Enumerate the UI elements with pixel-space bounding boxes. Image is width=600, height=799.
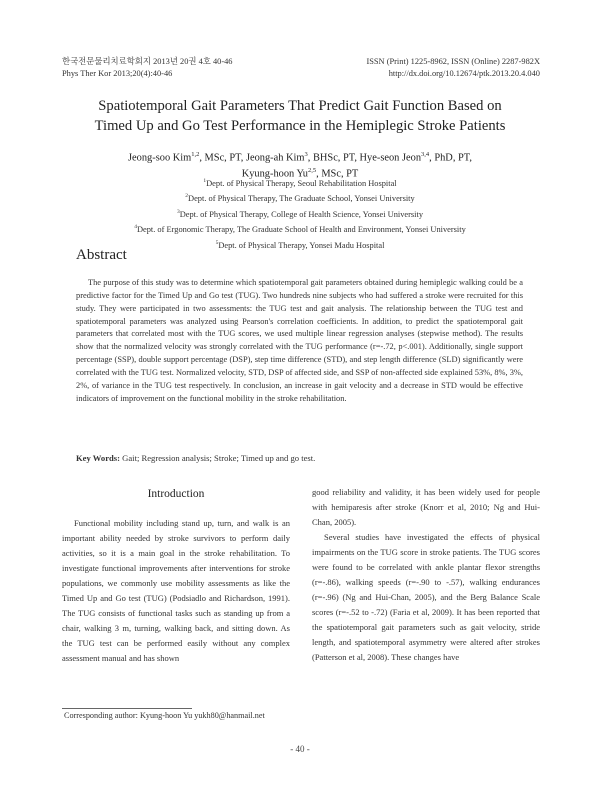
affiliation-sup: 3 — [176, 208, 180, 215]
affiliation-item — [40, 206, 560, 221]
abstract-heading: Abstract — [76, 247, 127, 263]
author-affil-sup: 3 — [304, 151, 308, 158]
author-line-1 — [50, 148, 550, 164]
introduction-heading: Introduction — [147, 488, 205, 500]
page-number: - 40 - — [290, 744, 310, 754]
author-degree: , BHSc, PT, — [307, 152, 360, 164]
author-name: Hye-seon Jeon — [359, 152, 422, 164]
doi-link[interactable]: http://dx.doi.org/10.12674/ptk.2013.20.4.040 — [388, 69, 540, 78]
body-column-right — [312, 485, 540, 665]
body-column-left — [62, 516, 290, 666]
keywords — [76, 452, 523, 464]
issn-line: ISSN (Print) 1225-8962, ISSN (Online) 2287-982X — [366, 57, 540, 66]
corresponding-author-footnote: Corresponding author: Kyung-hoon Yu yukh80@hanmail.net — [64, 711, 265, 720]
footnote-rule — [62, 708, 192, 709]
intro-paragraph-2: Several studies have investigated the effects of physical impairments on the TUG score in stroke patients. The TUG scores were found to be correlated with ankle plantar flexor strengths (r=-.86), walking speeds (r=-.90 to -.57), walking endurances (r=-.96) (Ng and Hui-Chan, 2005), and the Berg Balance Scale scores (r=-.52 to -.72) (Faria et al, 2009). It has been reported that the spatiotemporal gait parameters such as gait velocity, stride length, and spatiotemporal asymmetry were altered after strokes (Patterson et al, 2008). These changes have — [312, 532, 540, 662]
author-affil-sup: 3,4 — [421, 151, 430, 158]
affiliation-list — [40, 175, 560, 252]
affiliation-text: Dept. of Physical Therapy, Yonsei Madu Hospital — [218, 240, 385, 250]
author-affil-sup: 2,5 — [308, 167, 317, 175]
keywords-label: Key Words: — [76, 453, 121, 463]
author-degree: , PhD, PT, — [429, 152, 472, 164]
title-line-1: Spatiotemporal Gait Parameters That Predict Gait Function Based on — [98, 98, 502, 114]
author-name: Kyung-hoon Yu — [241, 168, 308, 180]
affiliation-item — [40, 175, 560, 190]
intro-paragraph-1: Functional mobility including stand up, turn, and walk is an important ability needed by stroke survivors to perform daily activities, so it is a main goal in the stroke rehabilitation. To investigate functional improvements after interventions for stroke populations, we commonly use mobility assessments as like the Timed Up and Go test (TUG) (Podsiadlo and Richardson, 1991). The TUG consists of functional tasks such as standing up from a chair, walking 3 m, turning, walking back, and sitting down. As the TUG test can be performed easily without any complex assessment manual and has shown — [62, 518, 290, 663]
author-degree: , MSc, PT, — [199, 152, 246, 164]
author-degree: , MSc, PT — [316, 168, 359, 180]
affiliation-text: Dept. of Physical Therapy, Seoul Rehabilitation Hospital — [206, 178, 397, 188]
abstract-text: The purpose of this study was to determine which spatiotemporal gait parameters obtained during hemiplegic walking could be a predictive factor for the Timed Up and Go test (TUG). Two hundreds nine subjects who had suffered a stroke were recruited for this study. They were participated in two assessments: the TUG test and gait analysis. The relationship between the TUG test and spatiotemporal parameters was analyzed using Pearson's correlation coefficients. In addition, to predict the spatiotemporal gait parameters that correlated most with the TUG scores, we used multiple linear regression analyses (stepwise method). The results show that the normalized velocity was strongly correlated with the TUG performance (r=-.72, p<.001). Additionally, single support percentage (SSP), double support percentage (DSP), step time difference (STD), and step length difference (SLD) significantly were correlated with the TUG test. Normalized velocity, STD, DSP of affected side, and SSP of non-affected side explained 53%, 8%, 3%, 2%, of variance in the TUG test respectively. In conclusion, an increase in gait velocity and a decrease in STD would be effective indicators of improvement on the functional mobility in the stroke rehabilitation. — [76, 278, 523, 403]
affiliation-sup: 5 — [215, 239, 219, 246]
author-name: Jeong-ah Kim — [245, 152, 305, 164]
paper-title — [40, 96, 560, 136]
journal-header-right — [366, 56, 540, 80]
journal-header-left — [62, 56, 233, 80]
affiliation-item — [40, 190, 560, 205]
author-affil-sup: 1,2 — [191, 151, 200, 158]
affiliation-sup: 4 — [134, 224, 137, 231]
title-line-2: Timed Up and Go Test Performance in the Hemiplegic Stroke Patients — [94, 118, 506, 134]
affiliation-text: Dept. of Physical Therapy, The Graduate School, Yonsei University — [188, 194, 415, 204]
affiliation-item — [40, 221, 560, 236]
keywords-text: Gait; Regression analysis; Stroke; Timed up and go test. — [120, 453, 316, 463]
journal-citation: Phys Ther Kor 2013;20(4):40-46 — [62, 69, 173, 78]
author-name: Jeong-soo Kim — [128, 152, 192, 164]
affiliation-text: Dept. of Physical Therapy, College of Health Science, Yonsei University — [179, 209, 424, 219]
affiliation-sup: 2 — [185, 193, 189, 200]
intro-paragraph-continued: good reliability and validity, it has been widely used for people with hemiparesis after stroke (Knorr et al, 2010; Ng and Hui-Chan, 2005). — [312, 487, 540, 527]
affiliation-text: Dept. of Ergonomic Therapy, The Graduate School of Health and Environment, Yonsei University — [136, 224, 466, 234]
journal-name-korean: 한국전문물리치료학회지 2013년 20권 4호 40-46 — [62, 57, 233, 66]
affiliation-sup: 1 — [203, 178, 207, 184]
